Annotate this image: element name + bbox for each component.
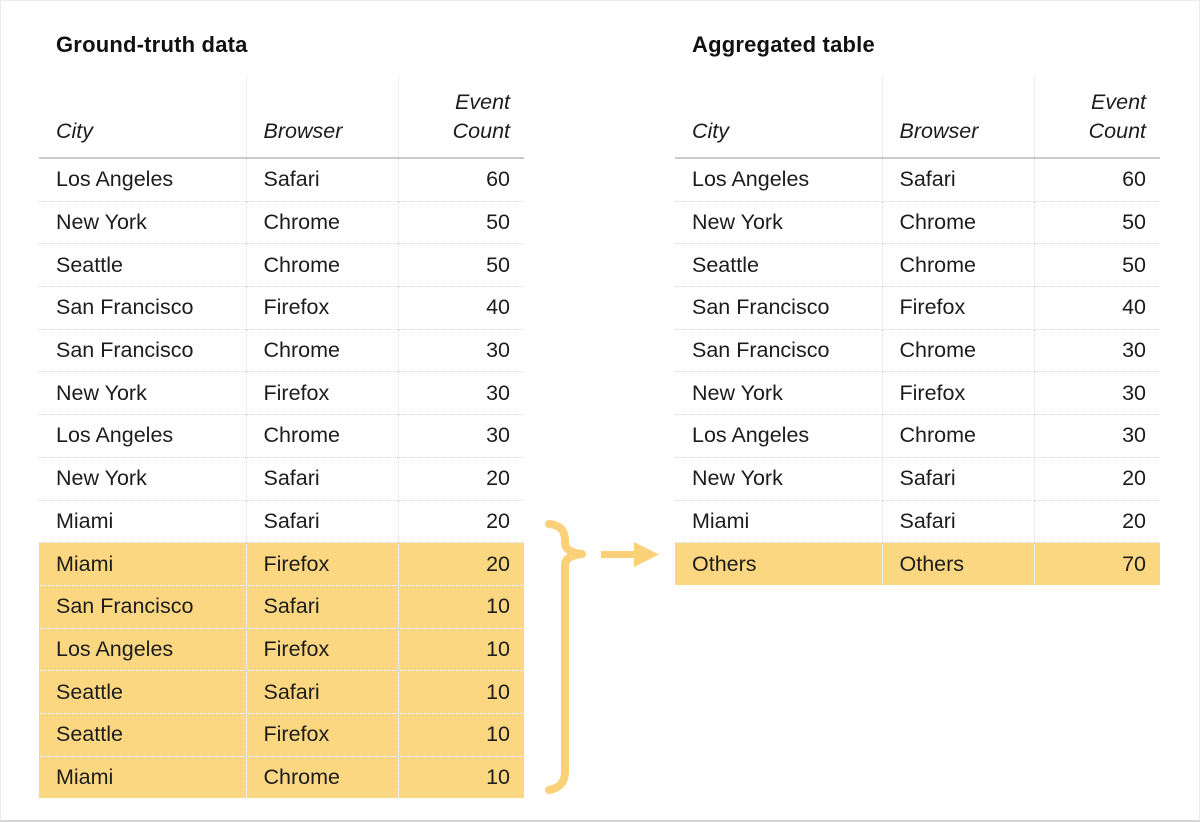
count-cell: 20 — [1034, 500, 1160, 543]
table-row — [39, 457, 524, 500]
browser-cell: Chrome — [246, 329, 398, 372]
count-cell: 30 — [398, 329, 524, 372]
aggregated-table-block — [675, 1, 1160, 801]
table-row — [39, 756, 524, 798]
ground-truth-table-body — [39, 158, 524, 798]
city-cell: Others — [675, 543, 882, 585]
table-row — [675, 244, 1160, 287]
table-row — [39, 628, 524, 671]
ground-truth-table-block — [39, 1, 524, 801]
count-cell: 20 — [398, 543, 524, 586]
browser-cell: Safari — [882, 158, 1034, 201]
browser-cell: Firefox — [882, 287, 1034, 330]
table-row — [39, 500, 524, 543]
table-row — [39, 713, 524, 756]
count-cell: 20 — [398, 500, 524, 543]
city-cell: New York — [39, 201, 246, 244]
city-cell: Seattle — [39, 671, 246, 714]
city-cell: New York — [675, 372, 882, 415]
count-cell: 60 — [398, 158, 524, 201]
count-cell: 50 — [398, 201, 524, 244]
header-row — [39, 76, 524, 158]
browser-cell: Safari — [882, 457, 1034, 500]
table-row — [39, 201, 524, 244]
table-row — [39, 158, 524, 201]
browser-cell: Safari — [246, 457, 398, 500]
table-row — [675, 287, 1160, 330]
city-cell: New York — [39, 457, 246, 500]
browser-cell: Chrome — [246, 756, 398, 798]
table-row — [675, 500, 1160, 543]
count-cell: 30 — [1034, 372, 1160, 415]
table-row — [39, 329, 524, 372]
city-cell: Los Angeles — [56, 167, 174, 192]
browser-cell: Chrome — [246, 244, 398, 287]
city-column-header: City — [675, 76, 882, 158]
city-cell: San Francisco — [675, 287, 882, 330]
city-cell: San Francisco — [675, 329, 882, 372]
browser-column-header: Browser — [246, 76, 398, 158]
city-cell: San Francisco — [39, 585, 246, 628]
table-row — [675, 158, 1160, 201]
count-cell: 20 — [1034, 457, 1160, 500]
count-cell: 30 — [398, 372, 524, 415]
browser-cell: Firefox — [882, 372, 1034, 415]
city-cell: New York — [675, 201, 882, 244]
count-cell: 30 — [1034, 329, 1160, 372]
count-cell: 10 — [398, 756, 524, 798]
browser-cell: Chrome — [882, 244, 1034, 287]
ground-truth-table — [39, 76, 524, 798]
count-cell: 20 — [398, 457, 524, 500]
browser-cell: Firefox — [246, 543, 398, 586]
city-cell: Seattle — [39, 713, 246, 756]
city-cell: Seattle — [39, 244, 246, 287]
browser-cell: Chrome — [882, 415, 1034, 458]
browser-cell: Safari — [246, 500, 398, 543]
browser-cell: Chrome — [882, 329, 1034, 372]
aggregated-table-body — [675, 158, 1160, 585]
table-row — [39, 543, 524, 586]
city-cell: Los Angeles — [39, 628, 246, 671]
table-row — [675, 457, 1160, 500]
city-cell: Miami — [39, 543, 246, 586]
city-column-header: City — [39, 76, 246, 158]
count-cell: 30 — [1034, 415, 1160, 458]
count-cell: 40 — [1034, 287, 1160, 330]
count-cell: 30 — [398, 415, 524, 458]
city-cell: Miami — [39, 756, 246, 798]
count-cell: 10 — [398, 713, 524, 756]
curly-brace-icon — [543, 515, 595, 799]
city-cell: New York — [39, 372, 246, 415]
aggregated-table — [675, 76, 1160, 585]
city-cell: Seattle — [675, 244, 882, 287]
browser-cell: Chrome — [246, 201, 398, 244]
browser-cell: Firefox — [246, 713, 398, 756]
table-row — [675, 543, 1160, 585]
browser-cell: Safari — [246, 158, 398, 201]
city-cell: Los Angeles — [39, 415, 246, 458]
city-cell: New York — [675, 457, 882, 500]
count-cell: 40 — [398, 287, 524, 330]
table-row — [675, 372, 1160, 415]
arrow-right-icon — [598, 540, 662, 570]
table-row — [39, 372, 524, 415]
browser-cell: Firefox — [246, 372, 398, 415]
table-row — [39, 671, 524, 714]
city-cell: San Francisco — [39, 287, 246, 330]
count-cell: 10 — [398, 585, 524, 628]
city-cell: Los Angeles — [692, 167, 810, 192]
count-cell: 10 — [398, 671, 524, 714]
ground-truth-title: Ground-truth data — [56, 32, 248, 57]
city-cell: San Francisco — [39, 329, 246, 372]
table-row — [675, 415, 1160, 458]
count-cell: 50 — [398, 244, 524, 287]
table-row — [675, 329, 1160, 372]
count-cell: 60 — [1034, 158, 1160, 201]
table-row — [39, 585, 524, 628]
browser-cell: Safari — [246, 585, 398, 628]
count-cell: 50 — [1034, 244, 1160, 287]
header-row — [675, 76, 1160, 158]
aggregated-title: Aggregated table — [692, 32, 875, 57]
city-cell: Miami — [39, 500, 246, 543]
browser-cell: Others — [882, 543, 1034, 585]
count-cell: 50 — [1034, 201, 1160, 244]
browser-cell: Safari — [882, 500, 1034, 543]
browser-cell: Chrome — [246, 415, 398, 458]
browser-cell: Firefox — [246, 287, 398, 330]
event-count-column-header: Event Count — [1034, 76, 1160, 158]
table-row — [39, 244, 524, 287]
table-row — [39, 415, 524, 458]
city-cell: Los Angeles — [675, 415, 882, 458]
browser-cell: Safari — [246, 671, 398, 714]
browser-column-header: Browser — [882, 76, 1034, 158]
table-row — [675, 201, 1160, 244]
count-cell: 10 — [398, 628, 524, 671]
count-cell: 70 — [1034, 543, 1160, 585]
browser-cell: Firefox — [246, 628, 398, 671]
event-count-column-header: Event Count — [398, 76, 524, 158]
city-cell: Miami — [675, 500, 882, 543]
browser-cell: Chrome — [882, 201, 1034, 244]
table-row — [39, 287, 524, 330]
